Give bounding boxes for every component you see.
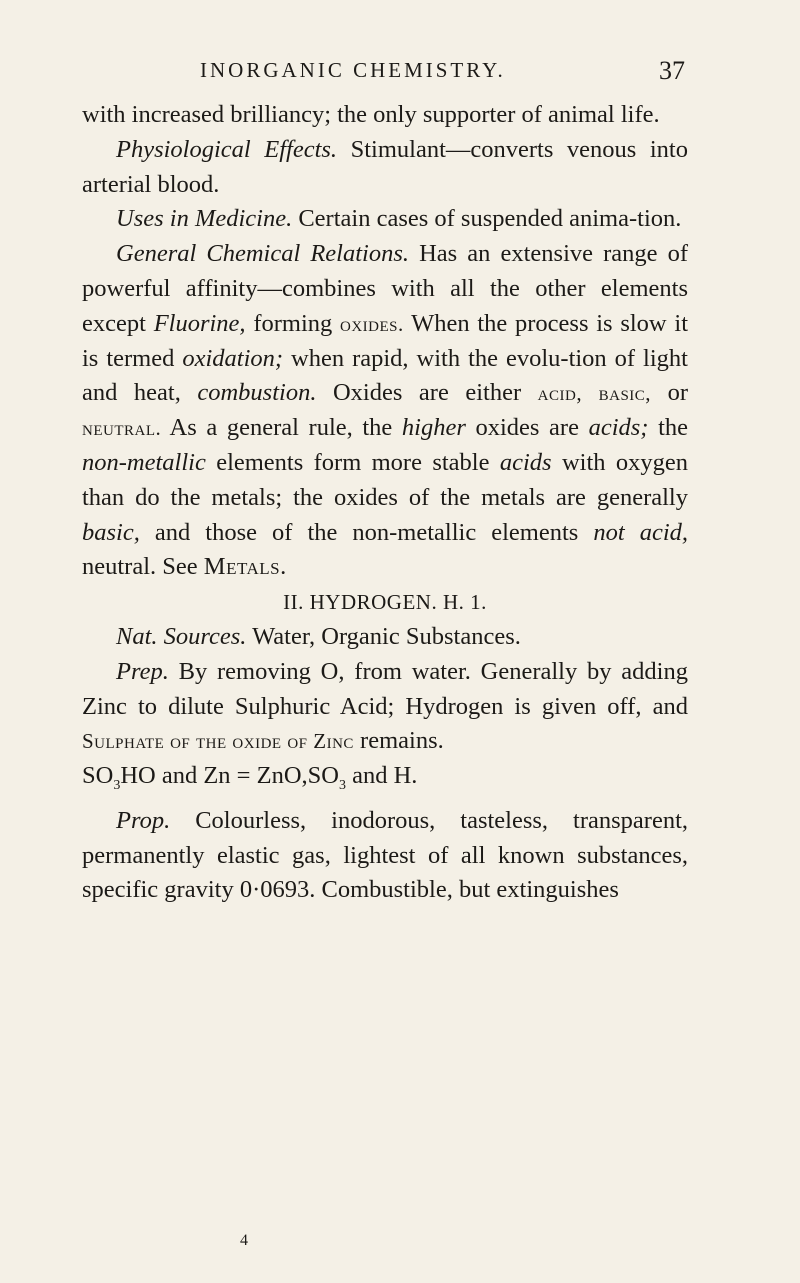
- paragraph-preparation: Prep. By removing O, from water. Generally by adding Zinc to dilute Sulphuric Acid; Hydrogen is given off, and Sulphate of the oxide of Zinc remains.: [82, 657, 688, 755]
- page-number: 37: [659, 56, 685, 85]
- paragraph-physiological-effects: Physiological Effects. Stimulant—converts venous into arterial blood.: [82, 135, 688, 198]
- physiological-effects-label: Physiological Effects.: [116, 135, 338, 163]
- paragraph-oxygen-support: with increased brilliancy; the only supporter of animal life.: [82, 101, 660, 128]
- paragraph-uses-in-medicine: Uses in Medicine. Certain cases of suspended anima-tion.: [116, 205, 682, 233]
- paragraph-properties: Prop. Colourless, inodorous, tasteless, transparent, permanently elastic gas, lightest of all known substances, specific gravity 0·0693. Combustible, but extinguishes: [82, 806, 688, 904]
- running-head: [0, 58, 800, 88]
- running-title: INORGANIC CHEMISTRY.: [200, 58, 506, 82]
- body-text: [82, 98, 688, 908]
- signature-mark: 4: [240, 1232, 248, 1249]
- general-chemical-relations-label: General Chemical Relations.: [116, 240, 410, 268]
- chemical-equation: $SO_3HO$ and $Zn = ZnO,SO_3$ and H.: [82, 762, 418, 794]
- preparation-label: Prep.: [116, 657, 169, 685]
- properties-label: Prop.: [116, 806, 171, 834]
- natural-sources-label: Nat. Sources.: [116, 622, 247, 650]
- paragraph-natural-sources: Nat. Sources. Water, Organic Substances.: [116, 622, 521, 650]
- section-heading-hydrogen: II. HYDROGEN. H. 1.: [283, 590, 487, 615]
- uses-in-medicine-label: Uses in Medicine.: [116, 205, 293, 233]
- paragraph-general-chemical-relations: General Chemical Relations. Has an extensive range of powerful affinity—combines with all the other elements except Fluorine, forming oxides. When the process is slow it is termed oxidation; when rapid, with the evolu-tion of light and heat, combustion. Oxides are either acid, basic, or neutral. As a general rule, the higher oxides are acids; the non-metallic elements form more stable acids with oxygen than do the metals; the oxides of the metals are generally basic, and those of the non-metallic elements not acid, neutral. See Metals.: [82, 240, 689, 581]
